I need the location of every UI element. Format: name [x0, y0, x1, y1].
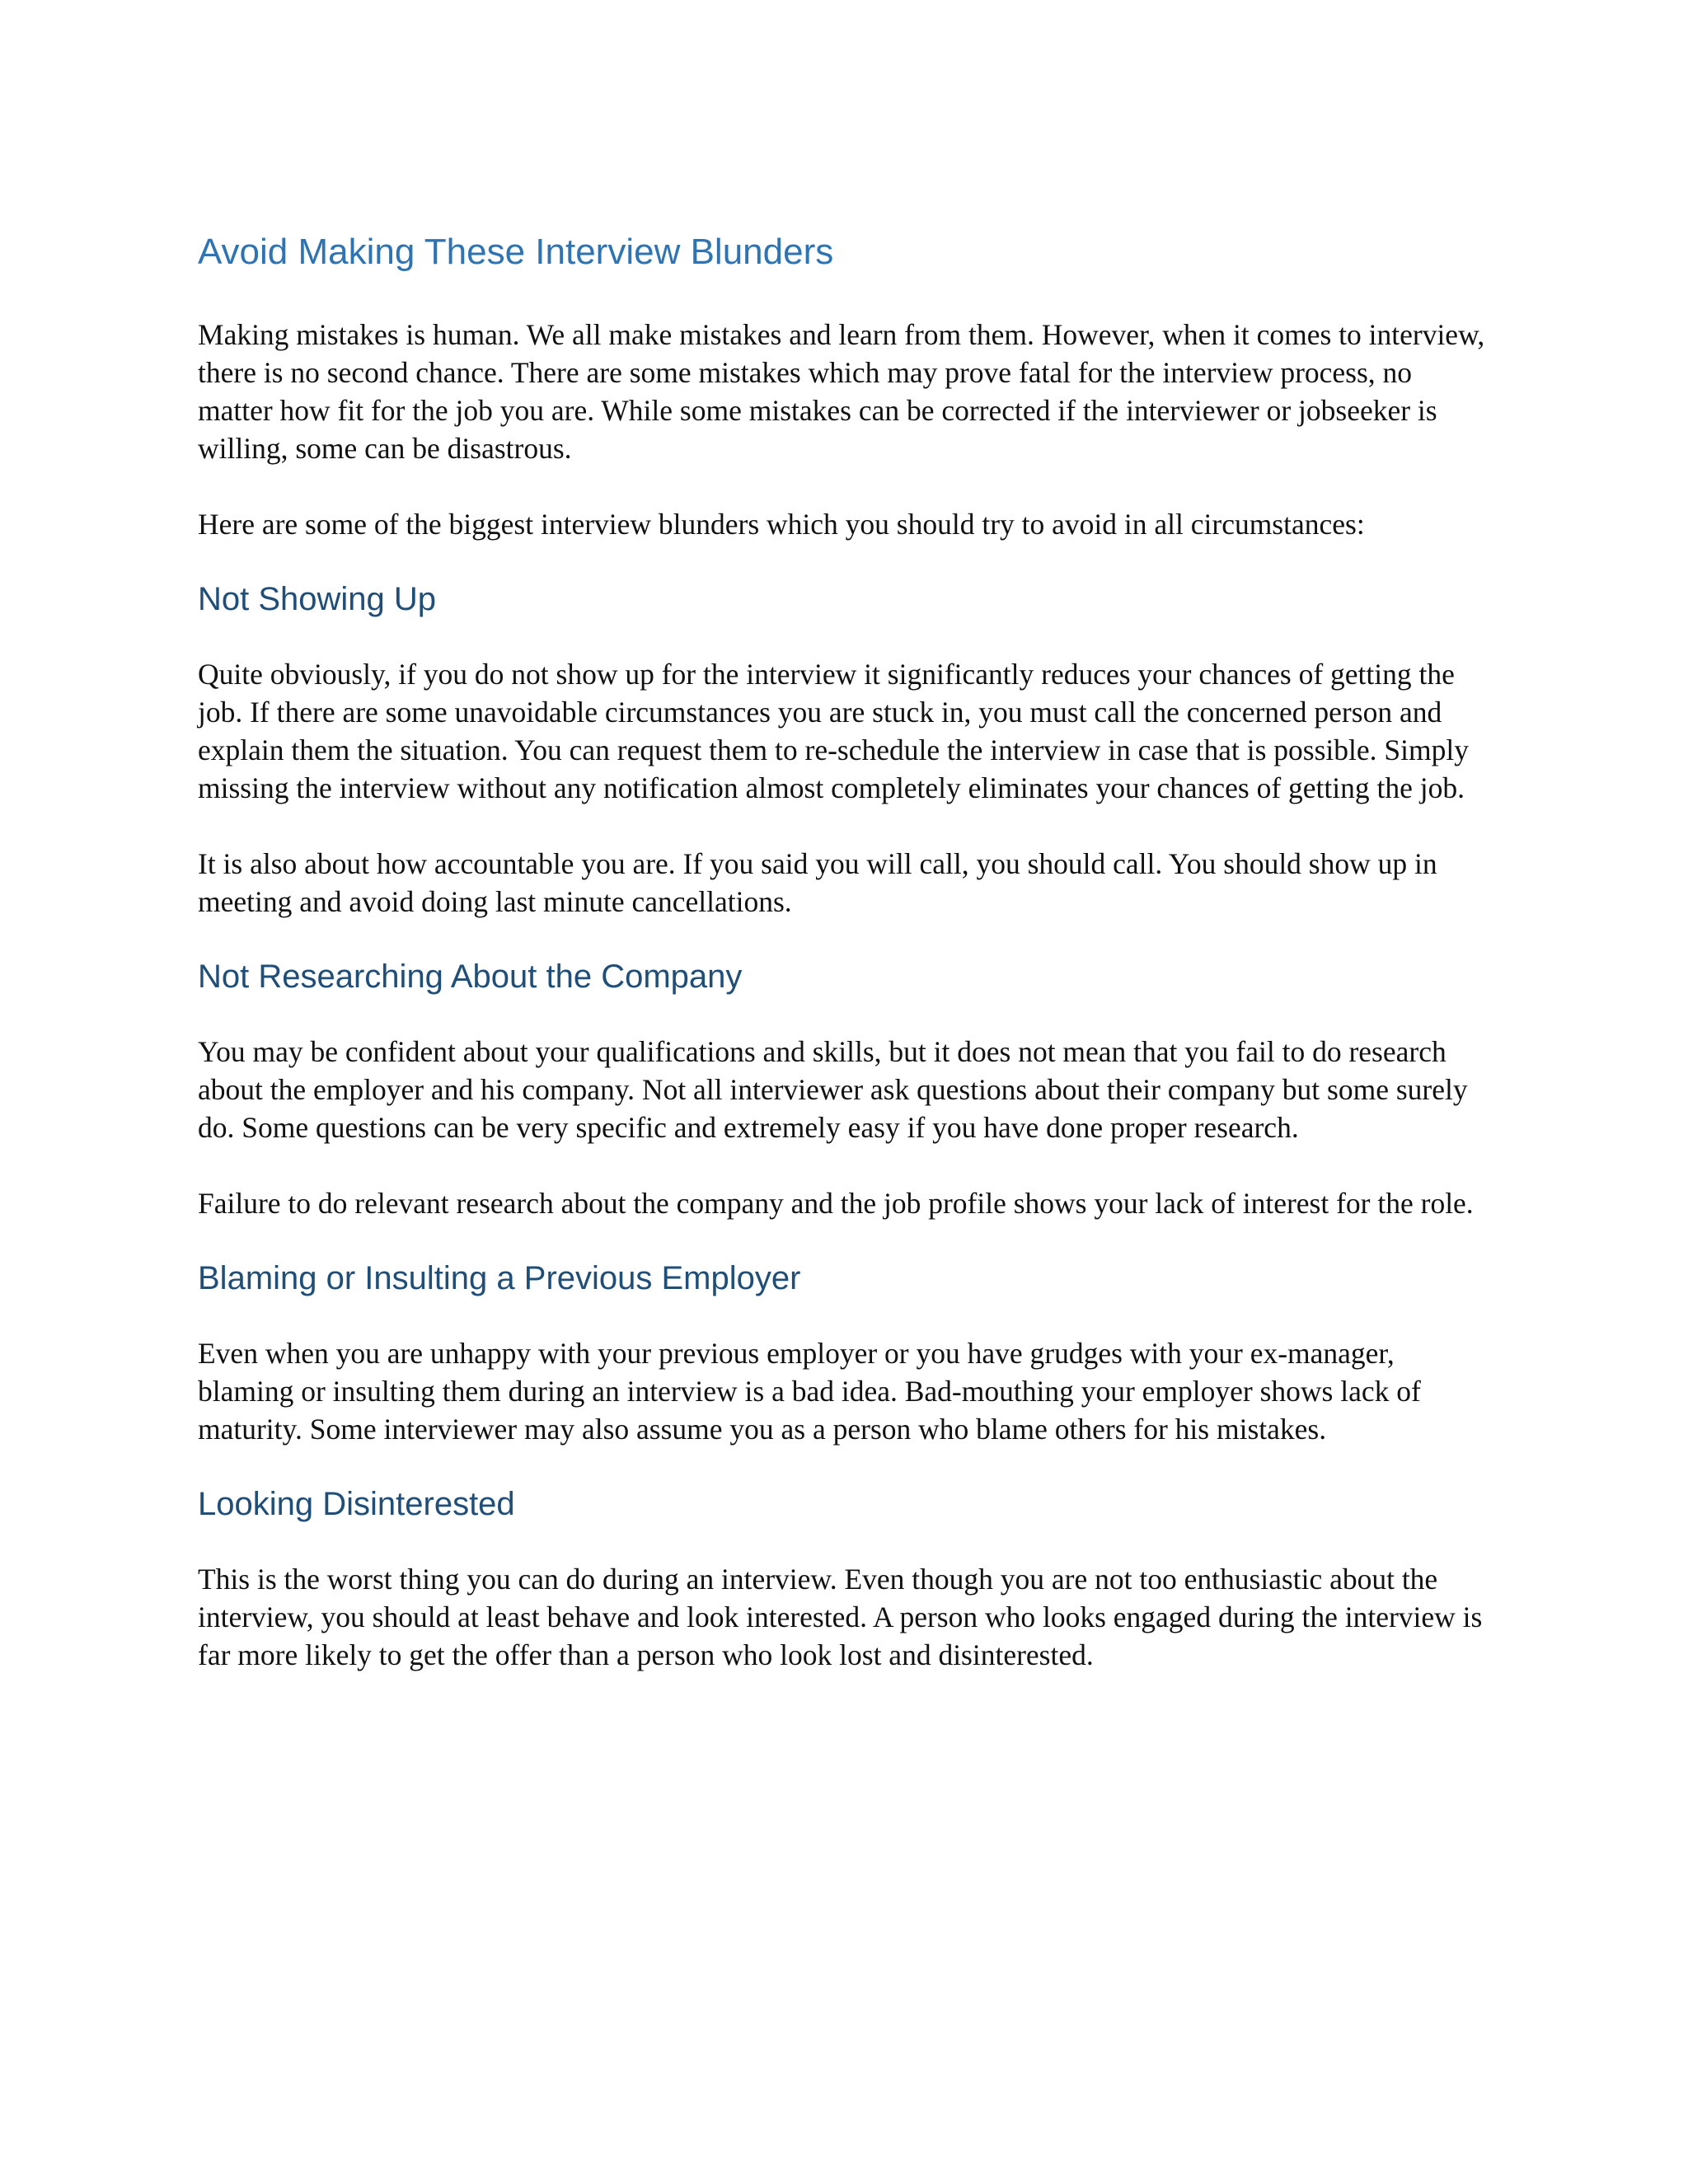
section-not-researching [198, 957, 1492, 1222]
section-heading: Not Researching About the Company [198, 958, 743, 995]
section-heading: Not Showing Up [198, 580, 437, 617]
section-paragraph: You may be confident about your qualifications and skills, but it does not mean that you fail to do research about the employer and his company. Not all interviewer ask questions about their company but some surely do. Some questions can be very specific and extremely easy if you have done proper research. [198, 1034, 1468, 1144]
intro-paragraph-2: Here are some of the biggest interview blunders which you should try to avoid in all circumstances: [198, 507, 1365, 541]
section-paragraph: Quite obviously, if you do not show up for the interview it significantly reduces your chances of getting the job. If there are some unavoidable circumstances you are stuck in, you must call the concerned person and explain them the situation. You can request them to re-schedule the interview in case that is possible. Simply missing the interview without any notification almost completely eliminates your chances of getting the job. [198, 657, 1469, 804]
section-looking-disinterested [198, 1484, 1492, 1674]
section-blaming-employer [198, 1258, 1492, 1448]
intro-paragraph-1: Making mistakes is human. We all make mistakes and learn from them. However, when it comes to interview, there is no second chance. There are some mistakes which may prove fatal for the interview process, no matter how fit for the job you are. While some mistakes can be corrected if the interviewer or jobseeker is willing, some can be disastrous. [198, 317, 1485, 465]
document-title: Avoid Making These Interview Blunders [198, 232, 834, 272]
section-paragraph: It is also about how accountable you are. If you said you will call, you should call. You should show up in meeting and avoid doing last minute cancellations. [198, 846, 1437, 918]
section-paragraph: This is the worst thing you can do during an interview. Even though you are not too enthusiastic about the interview, you should at least behave and look interested. A person who looks engaged during the interview is far more likely to get the offer than a person who look lost and disinterested. [198, 1562, 1483, 1671]
section-paragraph: Failure to do relevant research about the company and the job profile shows your lack of interest for the role. [198, 1186, 1474, 1220]
section-heading: Looking Disinterested [198, 1485, 515, 1522]
document-page [198, 231, 1492, 1712]
section-not-showing-up [198, 579, 1492, 921]
section-heading: Blaming or Insulting a Previous Employer [198, 1259, 801, 1296]
section-paragraph: Even when you are unhappy with your previous employer or you have grudges with your ex-manager, blaming or insulting them during an interview is a bad idea. Bad-mouthing your employer shows lack of maturity. Some interviewer may also assume you as a person who blame others for his mistakes. [198, 1336, 1421, 1446]
